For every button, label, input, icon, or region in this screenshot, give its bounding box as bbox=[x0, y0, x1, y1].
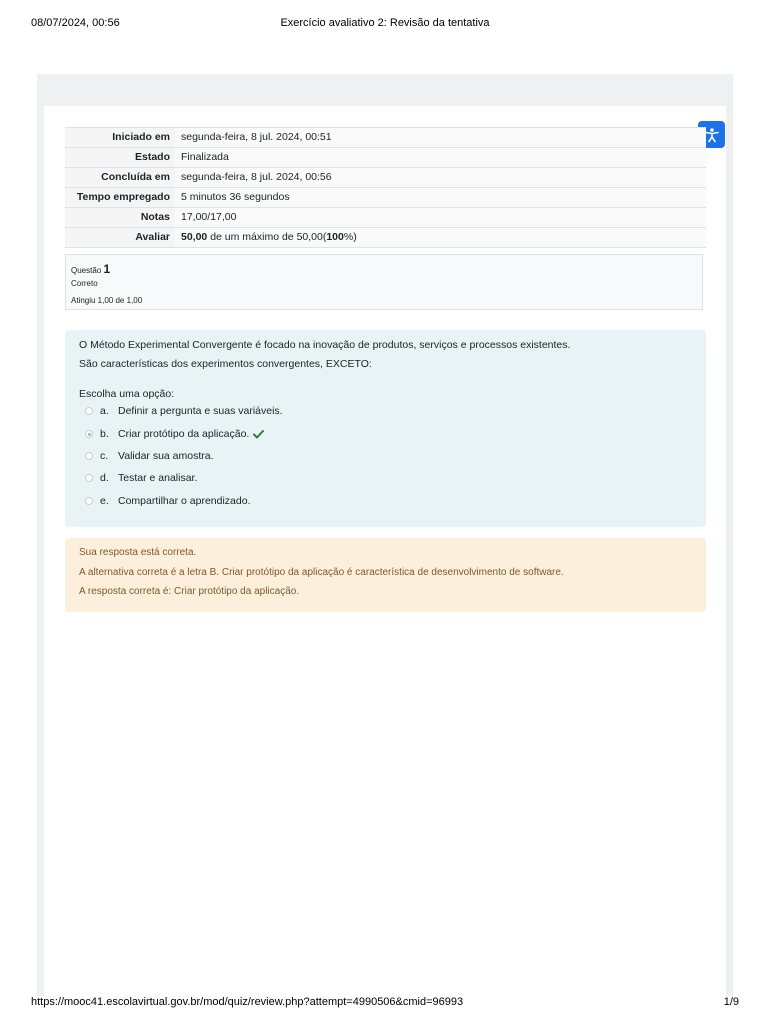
option-text: Criar protótipo da aplicação. bbox=[118, 428, 250, 440]
summary-value: 17,00/17,00 bbox=[175, 208, 706, 228]
summary-label: Concluída em bbox=[65, 168, 175, 188]
radio-button[interactable] bbox=[85, 430, 93, 438]
radio-button[interactable] bbox=[85, 474, 93, 482]
question-state: Correto bbox=[71, 279, 98, 288]
option-letter: b. bbox=[100, 428, 109, 440]
summary-row-state bbox=[65, 148, 706, 168]
grade-suffix: %) bbox=[343, 231, 357, 243]
radio-button[interactable] bbox=[85, 497, 93, 505]
option-text: Compartilhar o aprendizado. bbox=[118, 495, 251, 507]
grade-percent: 100 bbox=[326, 231, 344, 243]
option-letter: a. bbox=[100, 405, 109, 417]
answer-option-a[interactable] bbox=[85, 404, 283, 418]
answer-option-e[interactable] bbox=[85, 494, 251, 508]
print-url: https://mooc41.escolavirtual.gov.br/mod/quiz/review.php?attempt=4990506&cmid=96993 bbox=[31, 996, 464, 1008]
summary-value: Finalizada bbox=[175, 148, 706, 168]
option-text: Definir a pergunta e suas variáveis. bbox=[118, 405, 283, 417]
summary-label: Avaliar bbox=[65, 228, 175, 248]
summary-label: Notas bbox=[65, 208, 175, 228]
question-text: O Método Experimental Convergente é focado na inovação de produtos, serviços e processos existentes. bbox=[79, 339, 571, 351]
feedback-correct-answer: A resposta correta é: Criar protótipo da aplicação. bbox=[79, 586, 300, 597]
summary-label: Estado bbox=[65, 148, 175, 168]
question-number bbox=[71, 262, 110, 276]
answer-prompt: Escolha uma opção: bbox=[79, 388, 175, 400]
answer-option-c[interactable] bbox=[85, 449, 214, 463]
question-label: Questão bbox=[71, 266, 102, 275]
question-formulation bbox=[65, 330, 706, 527]
print-footer bbox=[31, 996, 739, 1010]
grade-score: 50,00 bbox=[181, 231, 208, 243]
question-number-value: 1 bbox=[103, 262, 111, 276]
print-page-title: Exercício avaliativo 2: Revisão da tentativa bbox=[280, 17, 490, 29]
option-text: Validar sua amostra. bbox=[118, 450, 214, 462]
print-datetime: 08/07/2024, 00:56 bbox=[31, 17, 120, 29]
option-letter: c. bbox=[100, 450, 109, 462]
answer-option-b[interactable] bbox=[85, 427, 264, 441]
radio-button[interactable] bbox=[85, 452, 93, 460]
correct-check-icon bbox=[253, 430, 264, 439]
question-grade: Atingiu 1,00 de 1,00 bbox=[71, 296, 143, 305]
question-text: São características dos experimentos convergentes, EXCETO: bbox=[79, 358, 372, 370]
summary-row-time-taken bbox=[65, 188, 706, 208]
option-letter: d. bbox=[100, 472, 109, 484]
summary-label: Tempo empregado bbox=[65, 188, 175, 208]
question-info bbox=[65, 254, 703, 310]
summary-value: segunda-feira, 8 jul. 2024, 00:56 bbox=[175, 168, 706, 188]
question-feedback bbox=[65, 538, 706, 612]
option-text: Testar e analisar. bbox=[118, 472, 198, 484]
summary-value: segunda-feira, 8 jul. 2024, 00:51 bbox=[175, 128, 706, 148]
print-page-number: 1/9 bbox=[723, 996, 739, 1008]
summary-label: Iniciado em bbox=[65, 128, 175, 148]
summary-value bbox=[175, 228, 706, 248]
answer-option-d[interactable] bbox=[85, 471, 197, 485]
summary-row-marks bbox=[65, 208, 706, 228]
summary-row-started bbox=[65, 128, 706, 148]
radio-button[interactable] bbox=[85, 407, 93, 415]
feedback-result: Sua resposta está correta. bbox=[79, 547, 197, 558]
summary-row-grade bbox=[65, 228, 706, 248]
feedback-explanation: A alternativa correta é a letra B. Criar protótipo da aplicação é característica de desenvolvimento de software. bbox=[79, 567, 564, 578]
summary-row-completed bbox=[65, 168, 706, 188]
attempt-summary-table bbox=[65, 127, 706, 248]
grade-middle: de um máximo de 50,00( bbox=[207, 231, 327, 243]
print-header bbox=[31, 17, 739, 31]
option-letter: e. bbox=[100, 495, 109, 507]
summary-value: 5 minutos 36 segundos bbox=[175, 188, 706, 208]
